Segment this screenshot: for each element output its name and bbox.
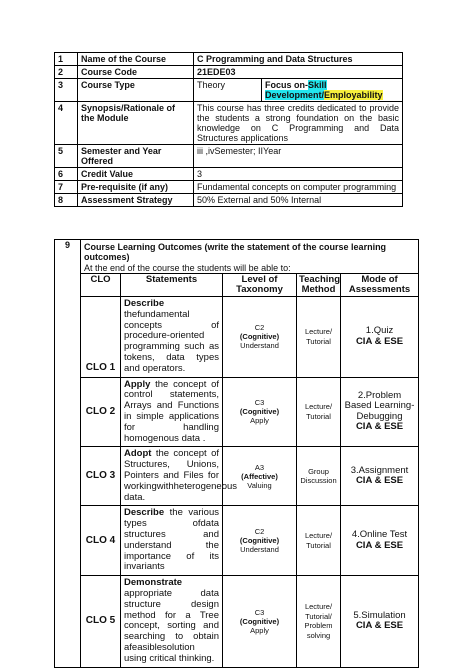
row-label: Course Type (78, 79, 194, 102)
clo-level (223, 297, 297, 378)
assessment-cia: CIA & ESE (355, 539, 404, 551)
clo-intro: At the end of the course the students will be able to: (84, 263, 291, 273)
row-number: 5 (55, 145, 78, 168)
assessment-mode (341, 576, 419, 667)
assessment-cia: CIA & ESE (355, 421, 404, 433)
level-name: Valuing (247, 480, 272, 490)
table-row (55, 53, 403, 66)
clo-verb: Apply (124, 378, 151, 390)
row-label: Credit Value (78, 168, 194, 181)
level-type: (Cognitive) (239, 616, 280, 626)
table-row (55, 447, 419, 506)
table-row (55, 66, 403, 79)
col-header-teaching: Teaching Method (297, 274, 341, 297)
focus-skill: Skill (308, 80, 327, 90)
assessment-mode (341, 506, 419, 576)
level-type: (Affective) (241, 471, 278, 481)
table-row (55, 79, 403, 102)
assessment-name: 3.Assignment (350, 464, 409, 476)
clo-id: CLO 1 (81, 297, 121, 378)
row-number: 6 (55, 168, 78, 181)
table-row (55, 240, 419, 274)
table-row (55, 377, 419, 447)
row-number: 4 (55, 102, 78, 145)
clo-statement-text: appropriate data structure design method for a Tree concept, sorting and searching to obtain afeasiblesolution using critical thinking. (124, 587, 219, 664)
table-row (55, 506, 419, 576)
row-number: 8 (55, 194, 78, 207)
assessment-name: 1.Quiz (365, 325, 394, 337)
row-label: Name of the Course (78, 53, 194, 66)
table-row (55, 181, 403, 194)
level-name: Understand (240, 545, 279, 555)
assessment-strategy-value: 50% External and 50% Internal (194, 194, 403, 207)
synopsis-text: This course has three credits dedicated to provide the students a strong foundation on the basic knowledge on C Programming and Data Structures applications (194, 102, 403, 145)
clo-id: CLO 3 (81, 447, 121, 506)
clo-statement-text: thefundamental concepts of procedure-oriented programming such as tokens, data types and operators. (124, 308, 219, 374)
course-code: 21EDE03 (194, 66, 403, 79)
clo-level (223, 576, 297, 667)
clo-statement-text: the concept of control statements, Arrays and Functions in simple applications for handling homogenous data . (124, 378, 219, 444)
level-code: A3 (254, 462, 265, 472)
assessment-mode (341, 297, 419, 378)
clo-statement (121, 576, 223, 667)
col-header-assessment: Mode of Assessments (341, 274, 419, 297)
credit-value: 3 (194, 168, 403, 181)
row-label: Assessment Strategy (78, 194, 194, 207)
clo-statement (121, 447, 238, 506)
clo-verb: Adopt (124, 448, 152, 460)
clo-level (223, 506, 297, 576)
table-row (55, 102, 403, 145)
course-name: C Programming and Data Structures (194, 53, 403, 66)
clo-statement (121, 297, 223, 378)
row-label: Synopsis/Rationale of the Module (78, 102, 194, 145)
assessment-name: 2.Problem Based Learning- Debugging (344, 389, 415, 422)
assessment-name: 5.Simulation (353, 609, 406, 621)
row-number: 9 (55, 240, 81, 668)
clo-id: CLO 4 (81, 506, 121, 576)
prerequisite-value: Fundamental concepts on computer programming (194, 181, 403, 194)
assessment-cia: CIA & ESE (355, 475, 404, 487)
level-type: (Cognitive) (239, 536, 280, 546)
level-code: C2 (254, 527, 265, 537)
assessment-cia: CIA & ESE (355, 620, 404, 632)
clo-header-cell (81, 240, 419, 274)
clo-statement (121, 377, 223, 447)
level-type: (Cognitive) (239, 332, 280, 342)
table-row (55, 576, 419, 667)
teaching-method: Lecture/ Tutorial (297, 377, 341, 447)
level-code: C3 (254, 607, 265, 617)
level-code: C2 (254, 323, 265, 333)
clo-level (223, 377, 297, 447)
clo-title: Course Learning Outcomes (write the statement of the course learning outcomes) (84, 242, 387, 262)
clo-id: CLO 2 (81, 377, 121, 447)
assessment-name: 4.Online Test (351, 529, 408, 541)
focus-employability: Employability (324, 90, 383, 100)
clo-verb: Describe (124, 507, 165, 519)
row-number: 2 (55, 66, 78, 79)
course-type: Theory (194, 79, 262, 102)
table-row (55, 145, 403, 168)
clo-statement-text: the various types ofdata structures and understand the importance of its invariants (124, 507, 219, 573)
focus-development: Development/ (265, 90, 325, 100)
row-number: 3 (55, 79, 78, 102)
table-header-row (55, 274, 419, 297)
row-label: Semester and Year Offered (78, 145, 194, 168)
col-header-statements: Statements (121, 274, 223, 297)
clo-verb: Describe (124, 298, 165, 309)
semester-value: iii ,ivSemester; IIYear (194, 145, 403, 168)
table-row (55, 194, 403, 207)
level-type: (Cognitive) (239, 407, 280, 417)
teaching-method: Lecture/ Tutorial/ Problem solving (297, 576, 341, 667)
teaching-method: Lecture/ Tutorial (297, 297, 341, 378)
level-name: Apply (250, 625, 269, 635)
level-name: Apply (250, 416, 269, 426)
teaching-method: Group Discussion (297, 447, 341, 506)
clo-statement (121, 506, 223, 576)
row-label: Pre-requisite (if any) (78, 181, 194, 194)
course-learning-outcomes-table (54, 239, 419, 668)
col-header-level: Level of Taxonomy (223, 274, 297, 297)
level-code: C3 (254, 398, 265, 408)
assessment-cia: CIA & ESE (355, 335, 404, 347)
clo-verb: Demonstrate (124, 577, 183, 589)
course-info-table (54, 52, 403, 207)
clo-id: CLO 5 (81, 576, 121, 667)
row-number: 7 (55, 181, 78, 194)
teaching-method: Lecture/ Tutorial (297, 506, 341, 576)
table-row (55, 168, 403, 181)
assessment-mode (341, 377, 419, 447)
table-row (55, 297, 419, 378)
level-name: Understand (240, 341, 279, 351)
assessment-mode (341, 447, 419, 506)
focus-cell (262, 79, 403, 102)
row-label: Course Code (78, 66, 194, 79)
clo-level (223, 447, 297, 506)
row-number: 1 (55, 53, 78, 66)
clo-statement-text: the concept of Structures, Unions, Pointers and Files for workingwithheterogeneous data. (124, 448, 238, 503)
focus-prefix: Focus on- (265, 80, 308, 90)
col-header-clo: CLO (81, 274, 121, 297)
